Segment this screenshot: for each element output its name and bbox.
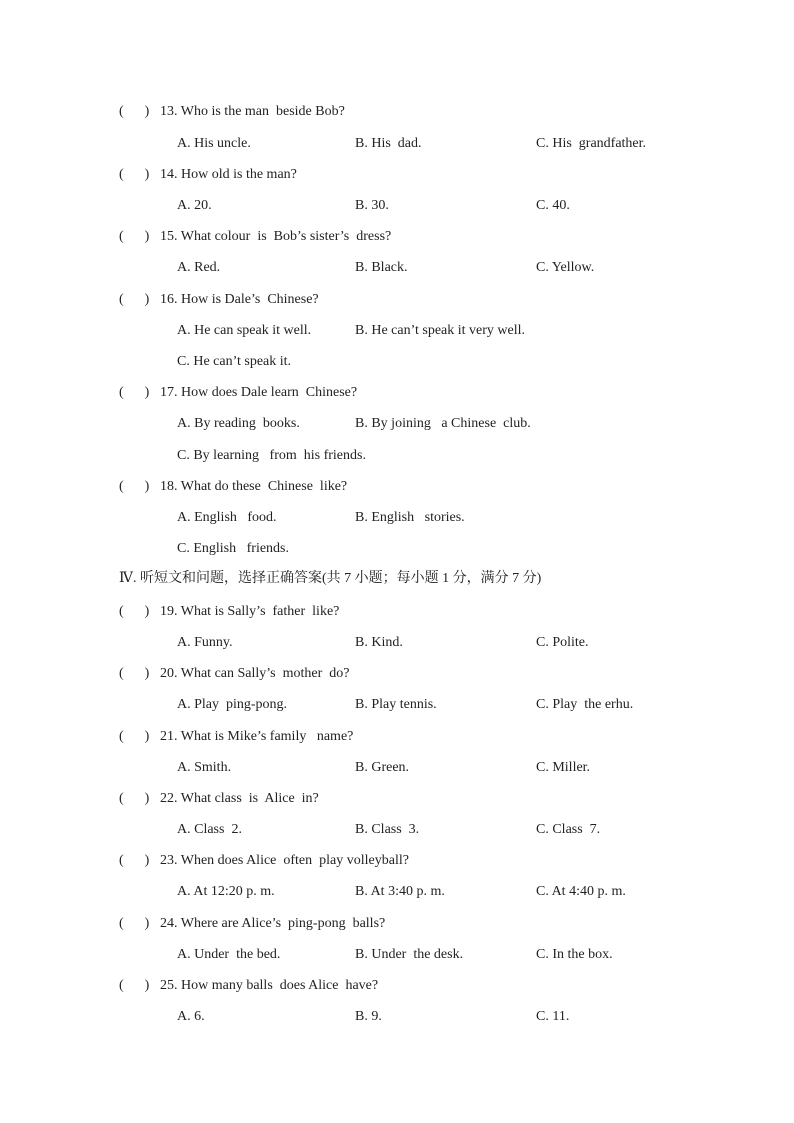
question-number: 16 <box>160 292 174 307</box>
option-a: A. Class 2. <box>177 822 242 837</box>
question-text: Where are Alice’s ping-pong balls? <box>180 916 386 931</box>
question-number: 23 <box>160 853 174 868</box>
option-b: B. 9. <box>355 1009 382 1024</box>
option-a: A. Red. <box>177 260 221 275</box>
option-c: C. Class 7. <box>536 822 601 837</box>
answer-blank: ( ) <box>119 604 150 619</box>
question-number: 22 <box>160 791 174 806</box>
option-a: A. Funny. <box>177 635 233 650</box>
option-c: C. At 4:40 p. m. <box>536 884 626 899</box>
question-19: 19. What is Sally’s father like? <box>160 604 340 619</box>
answer-blank: ( ) <box>119 853 150 868</box>
question-18: 18. What do these Chinese like? <box>160 479 348 494</box>
answer-blank: ( ) <box>119 292 150 307</box>
option-a: A. Under the bed. <box>177 947 281 962</box>
question-15: 15. What colour is Bob’s sister’s dress? <box>160 229 392 244</box>
option-b: B. Class 3. <box>355 822 420 837</box>
option-a: A. 6. <box>177 1009 205 1024</box>
option-b: B. Under the desk. <box>355 947 464 962</box>
question-13: 13. Who is the man beside Bob? <box>160 104 345 119</box>
question-24: 24. Where are Alice’s ping-pong balls? <box>160 916 386 931</box>
option-b: B. At 3:40 p. m. <box>355 884 445 899</box>
option-b: B. Play tennis. <box>355 697 437 712</box>
answer-blank: ( ) <box>119 104 150 119</box>
option-a: A. He can speak it well. <box>177 323 312 338</box>
option-c: C. Yellow. <box>536 260 595 275</box>
question-number: 17 <box>160 385 174 400</box>
question-text: What can Sally’s mother do? <box>180 666 350 681</box>
option-b: B. Black. <box>355 260 408 275</box>
question-text: How old is the man? <box>181 167 297 182</box>
question-21: 21. What is Mike’s family name? <box>160 729 354 744</box>
question-text: What do these Chinese like? <box>180 479 348 494</box>
question-text: Who is the man beside Bob? <box>180 104 345 119</box>
option-b: B. His dad. <box>355 136 422 151</box>
option-a: A. By reading books. <box>177 416 300 431</box>
answer-blank: ( ) <box>119 791 150 806</box>
option-c: C. In the box. <box>536 947 613 962</box>
question-25: 25. How many balls does Alice have? <box>160 978 379 993</box>
option-a: A. English food. <box>177 510 277 525</box>
question-14: 14. How old is the man? <box>160 167 297 182</box>
option-b: B. 30. <box>355 198 389 213</box>
option-c: C. He can’t speak it. <box>177 354 292 369</box>
option-c: C. His grandfather. <box>536 136 647 151</box>
option-c: C. Play the erhu. <box>536 697 634 712</box>
question-number: 21 <box>160 729 174 744</box>
question-22: 22. What class is Alice in? <box>160 791 319 806</box>
question-text: How does Dale learn Chinese? <box>181 385 358 400</box>
answer-blank: ( ) <box>119 167 150 182</box>
question-number: 14 <box>160 167 174 182</box>
question-text: How many balls does Alice have? <box>181 978 379 993</box>
answer-blank: ( ) <box>119 978 150 993</box>
option-a: A. Smith. <box>177 760 232 775</box>
option-b: B. By joining a Chinese club. <box>355 416 531 431</box>
option-c: C. English friends. <box>177 541 289 556</box>
answer-blank: ( ) <box>119 916 150 931</box>
question-text: How is Dale’s Chinese? <box>181 292 319 307</box>
question-17: 17. How does Dale learn Chinese? <box>160 385 358 400</box>
question-text: What colour is Bob’s sister’s dress? <box>180 229 392 244</box>
question-number: 15 <box>160 229 174 244</box>
question-16: 16. How is Dale’s Chinese? <box>160 292 319 307</box>
question-number: 19 <box>160 604 174 619</box>
question-number: 13 <box>160 104 174 119</box>
option-c: C. 11. <box>536 1009 570 1024</box>
option-a: A. Play ping-pong. <box>177 697 288 712</box>
answer-blank: ( ) <box>119 666 150 681</box>
answer-blank: ( ) <box>119 729 150 744</box>
question-text: What is Sally’s father like? <box>180 604 340 619</box>
option-b: B. English stories. <box>355 510 465 525</box>
option-b: B. Green. <box>355 760 410 775</box>
section-heading: Ⅳ. 听短文和问题，选择正确答案(共 7 小题；每小题 1 分，满分 7 分) <box>119 571 542 586</box>
question-number: 18 <box>160 479 174 494</box>
option-a: A. 20. <box>177 198 212 213</box>
question-number: 25 <box>160 978 174 993</box>
question-text: When does Alice often play volleyball? <box>180 853 409 868</box>
option-c: C. By learning from his friends. <box>177 448 366 463</box>
option-c: C. Polite. <box>536 635 589 650</box>
option-b: B. He can’t speak it very well. <box>355 323 526 338</box>
question-number: 24 <box>160 916 174 931</box>
option-a: A. His uncle. <box>177 136 251 151</box>
question-number: 20 <box>160 666 174 681</box>
option-c: C. Miller. <box>536 760 591 775</box>
answer-blank: ( ) <box>119 385 150 400</box>
question-text: What class is Alice in? <box>180 791 319 806</box>
answer-blank: ( ) <box>119 229 150 244</box>
option-b: B. Kind. <box>355 635 403 650</box>
option-a: A. At 12:20 p. m. <box>177 884 275 899</box>
option-c: C. 40. <box>536 198 570 213</box>
question-23: 23. When does Alice often play volleyball? <box>160 853 409 868</box>
question-text: What is Mike’s family name? <box>180 729 354 744</box>
question-20: 20. What can Sally’s mother do? <box>160 666 350 681</box>
answer-blank: ( ) <box>119 479 150 494</box>
